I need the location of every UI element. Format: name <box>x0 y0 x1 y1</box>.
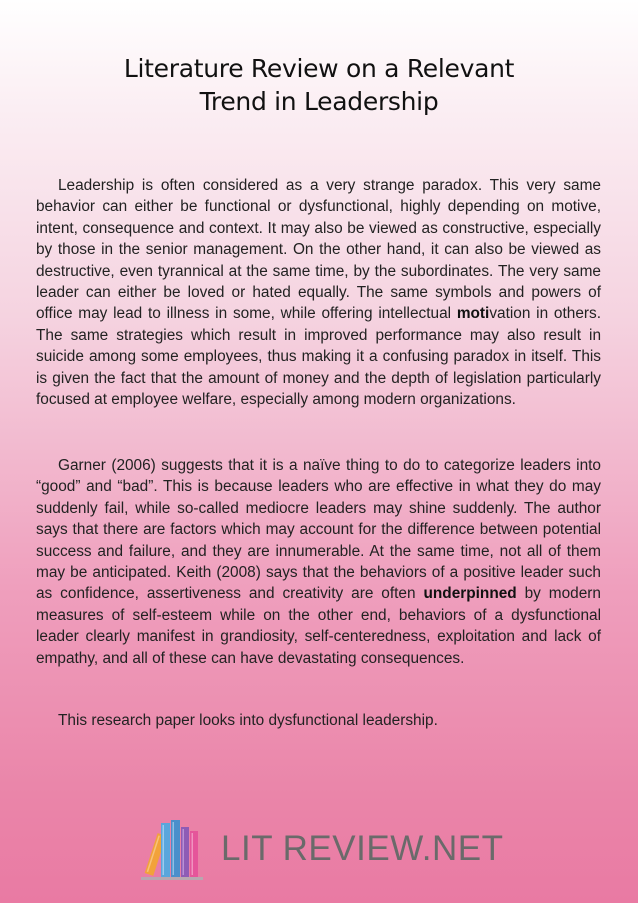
paragraph-1-text-b: vation in others. The same strategies which result in improved performance may also result in suicide among some employees, thus making it a confusing paradox in itself. This is given the fact that the amount of money and the depth of legislation particularly focused at employee welfare, especially among modern organizations. <box>36 305 601 409</box>
paragraph-2-highlight[interactable]: underpinned <box>423 585 517 603</box>
books-icon <box>137 817 207 881</box>
title-line-2: Trend in Leadership <box>199 87 439 116</box>
book-pink <box>190 831 198 877</box>
book-purple <box>181 827 189 877</box>
paragraph-2-text-a: Garner (2006) suggests that it is a naïve thing to do to categorize leaders into “good” and “bad”. This is because leaders who are effective in what they do may suddenly fail, while so-called mediocre leaders may shine suddenly. The author says that there are factors which may account for the difference between potential success and failure, and they are innumerable. At the same time, not all of them may be anticipated. Keith (2008) says that the behaviors of a positive leader such as confidence, assertiveness and creativity are often <box>36 457 601 603</box>
paragraph-3 <box>36 710 601 731</box>
paragraph-1-text-a: Leadership is often considered as a very strange paradox. This very same behavior can either be functional or dysfunctional, highly depending on motive, intent, consequence and context. It may also be viewed as constructive, especially by those in the senior management. On the other hand, it can also be viewed as destructive, even tyrannical at the same time, by the subordinates. The very same leader can either be loved or hated equally. The same symbols and powers of office may lead to illness in some, while offering intellectual <box>36 177 601 323</box>
title-line-1: Literature Review on a Relevant <box>123 54 515 83</box>
logo-text: LIT REVIEW.NET <box>221 829 504 868</box>
paragraph-1-highlight[interactable]: moti <box>456 305 490 323</box>
paragraph-2 <box>36 455 601 669</box>
book-blue-1 <box>161 823 170 877</box>
book-blue-2 <box>171 820 180 877</box>
paragraph-1 <box>36 175 601 410</box>
paragraph-3-text: This research paper looks into dysfunctional leadership. <box>58 712 438 729</box>
site-logo[interactable] <box>137 817 504 881</box>
page-title <box>0 52 638 118</box>
paragraph-2-text-b: by modern measures of self-esteem while on the other end, behaviors of a dysfunctional leader clearly manifest in grandiosity, self-centeredness, exploitation and lack of empathy, and all of these can have devastating consequences. <box>36 585 601 667</box>
